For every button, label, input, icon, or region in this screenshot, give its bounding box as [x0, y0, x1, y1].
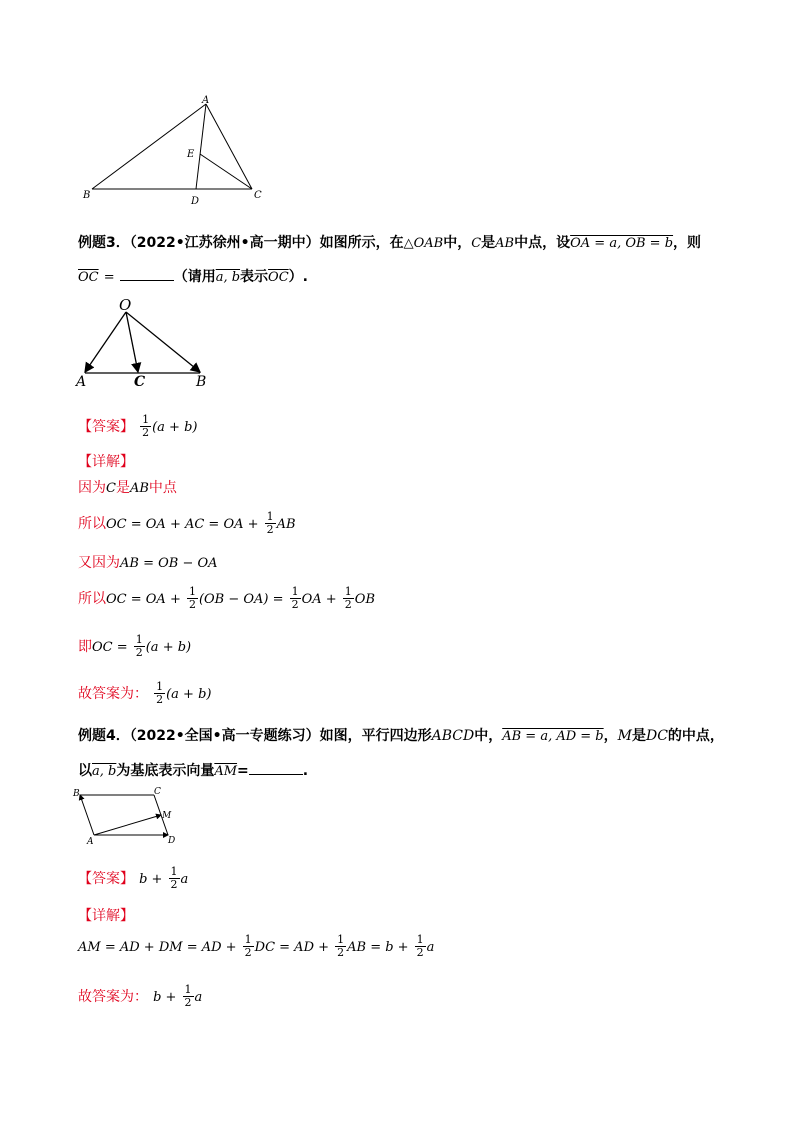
- text-youyinwei: 又因为: [78, 555, 120, 571]
- text-biaoshi: 表示: [240, 269, 269, 285]
- numerator: 1: [266, 510, 274, 523]
- example-4-line-2: [78, 760, 308, 780]
- label-A: A: [76, 374, 87, 388]
- equals-sign: =: [103, 270, 115, 285]
- segment-ab: AB: [495, 236, 515, 251]
- numerator: 1: [170, 865, 178, 878]
- denominator: 2: [188, 598, 196, 611]
- label-E: E: [187, 149, 195, 160]
- text-midpoint: 的中点，: [667, 728, 724, 744]
- numerator: 1: [142, 413, 150, 426]
- expr-part-d: a: [426, 940, 435, 955]
- fraction-half: [243, 934, 254, 959]
- text-zhong: 中，: [443, 235, 472, 251]
- detail-3-label: [78, 451, 134, 471]
- segment-AC: [206, 104, 252, 189]
- label-D: D: [191, 196, 200, 207]
- label-D: D: [168, 836, 176, 846]
- equation-ab: AB = OB − OA: [120, 556, 218, 571]
- vector-definition: AB = a, AD = b: [502, 729, 604, 744]
- fraction-half: [140, 414, 151, 439]
- answer-label: 【答案】: [78, 871, 134, 887]
- comma: ，: [603, 728, 618, 744]
- denominator: 2: [170, 878, 178, 891]
- text-midpoint: 中点: [148, 480, 177, 496]
- label-B: B: [196, 374, 207, 388]
- vector-definition: OA = a, OB = b: [570, 236, 674, 251]
- segment-AB: [92, 104, 206, 189]
- example-3-title: 例题3．（2022•江苏徐州•高一期中）如图所示，在: [78, 235, 404, 251]
- example-4-line-1: [78, 725, 724, 745]
- numerator: 1: [135, 633, 143, 646]
- text-qingyong: （请用: [173, 269, 216, 285]
- segment-AD: [196, 104, 206, 189]
- vector-oc-2: $\overline{OC}$: [268, 270, 289, 285]
- vector-am: $\overline{AM}$: [214, 764, 238, 779]
- expr-part-d: OB: [354, 592, 376, 607]
- fraction-half: [335, 934, 346, 959]
- denominator: 2: [184, 996, 192, 1009]
- label-B: B: [73, 789, 80, 799]
- final-4: [78, 984, 202, 1009]
- example-3-line-1: [78, 232, 701, 252]
- numerator: 1: [416, 933, 424, 946]
- denominator: 2: [142, 426, 150, 439]
- final-a: a: [194, 990, 203, 1005]
- denominator: 2: [291, 598, 299, 611]
- expr-part-a: OC = OA +: [106, 592, 181, 607]
- triangle-oab: △OAB: [403, 236, 444, 251]
- vector-oa: [85, 312, 126, 372]
- expr-part-b: (OB − OA) =: [198, 592, 284, 607]
- fraction-half: [290, 586, 301, 611]
- detail-4-label: [78, 905, 134, 925]
- final-expression: (a + b): [166, 687, 212, 702]
- text-suoyi: 所以: [78, 591, 106, 607]
- point-m: M: [617, 728, 632, 744]
- text-yi: 以: [78, 763, 92, 779]
- final-b: b +: [153, 990, 177, 1005]
- period: .: [302, 763, 309, 779]
- label-C: C: [154, 787, 161, 797]
- numerator: 1: [291, 585, 299, 598]
- detail-label: 【详解】: [78, 908, 134, 924]
- fraction-half: [265, 511, 276, 536]
- answer-4: [78, 866, 188, 891]
- label-A: A: [202, 95, 210, 106]
- expr-part-b: (a + b): [145, 640, 192, 655]
- detail-3-line-1: [78, 477, 177, 497]
- final-label: 故答案为：: [78, 686, 148, 702]
- numerator: 1: [156, 680, 164, 693]
- label-C: C: [254, 190, 262, 201]
- denominator: 2: [156, 693, 164, 706]
- label-O: O: [119, 296, 132, 314]
- example-4-title: 例题4．（2022•全国•高一专题练习）如图，平行四边形: [78, 728, 432, 744]
- vector-ab: AB: [276, 517, 296, 532]
- text-shi: 是: [115, 480, 130, 496]
- equals-sign: =: [237, 763, 249, 779]
- oab-figure: [72, 296, 217, 388]
- detail-3-line-2: [78, 511, 296, 536]
- parallelogram-abcd: ABCD: [431, 728, 475, 744]
- numerator: 1: [337, 933, 345, 946]
- vector-oc: $\overline{OC}$: [78, 270, 99, 285]
- label-C: C: [134, 374, 146, 388]
- segment-ab: AB: [129, 481, 149, 496]
- answer-blank: [120, 280, 174, 281]
- denominator: 2: [337, 946, 345, 959]
- fraction-half: [343, 586, 354, 611]
- final-label: 故答案为：: [78, 989, 148, 1005]
- answer-label: 【答案】: [78, 419, 134, 435]
- segment-EC: [200, 154, 252, 189]
- final-3: [78, 681, 211, 706]
- denominator: 2: [344, 598, 352, 611]
- point-c: C: [106, 481, 116, 496]
- numerator: 1: [188, 585, 196, 598]
- detail-3-line-5: [78, 634, 191, 659]
- text-shi: 是: [631, 728, 646, 744]
- expr-part-c: AB = b +: [347, 940, 409, 955]
- numerator: 1: [184, 983, 192, 996]
- detail-3-line-3: [78, 552, 218, 572]
- label-B: B: [83, 190, 91, 201]
- fraction-half: [415, 934, 426, 959]
- denominator: 2: [266, 523, 274, 536]
- answer-a: a: [180, 872, 189, 887]
- equation-oc: OC = OA + AC = OA +: [106, 517, 259, 532]
- denominator: 2: [416, 946, 424, 959]
- text-close: ）.: [288, 269, 308, 285]
- detail-3-line-4: [78, 586, 375, 611]
- text-zhong: 中，: [474, 728, 503, 744]
- text-then: ，则: [673, 235, 702, 251]
- example-3-line-2: [78, 266, 308, 286]
- vectors-ab: a, b: [92, 764, 117, 779]
- detail-label: 【详解】: [78, 454, 134, 470]
- side-ba: [80, 795, 94, 835]
- detail-4-line: [78, 934, 434, 959]
- point-c: C: [471, 236, 482, 251]
- label-A: A: [87, 837, 94, 846]
- numerator: 1: [344, 585, 352, 598]
- expr-part-c: OA +: [301, 592, 337, 607]
- vector-am: [94, 815, 161, 835]
- parallelogram-figure: [72, 784, 182, 846]
- text-ji: 即: [78, 639, 92, 655]
- denominator: 2: [244, 946, 252, 959]
- text-basis: 为基底表示向量: [116, 763, 215, 779]
- text-suoyi: 所以: [78, 516, 106, 532]
- vectors-ab: a, b: [215, 270, 241, 285]
- fraction-half: [169, 866, 180, 891]
- numerator: 1: [244, 933, 252, 946]
- triangle-figure: [80, 92, 280, 207]
- text-yinwei: 因为: [78, 480, 106, 496]
- answer-blank: [249, 774, 303, 775]
- text-midpoint: 中点，设: [514, 235, 571, 251]
- vector-ob: [126, 312, 200, 372]
- fraction-half: [187, 586, 198, 611]
- answer-expression: (a + b): [152, 420, 198, 435]
- expr-part-a: AM = AD + DM = AD +: [78, 940, 237, 955]
- answer-b: b +: [139, 872, 163, 887]
- label-M: M: [162, 811, 172, 821]
- answer-3: [78, 414, 197, 439]
- fraction-half: [154, 681, 165, 706]
- fraction-half: [183, 984, 194, 1009]
- fraction-half: [134, 634, 145, 659]
- expr-part-a: OC =: [92, 640, 128, 655]
- expr-part-b: DC = AD +: [254, 940, 330, 955]
- text-shi: 是: [481, 235, 496, 251]
- segment-dc: DC: [645, 728, 668, 744]
- denominator: 2: [135, 646, 143, 659]
